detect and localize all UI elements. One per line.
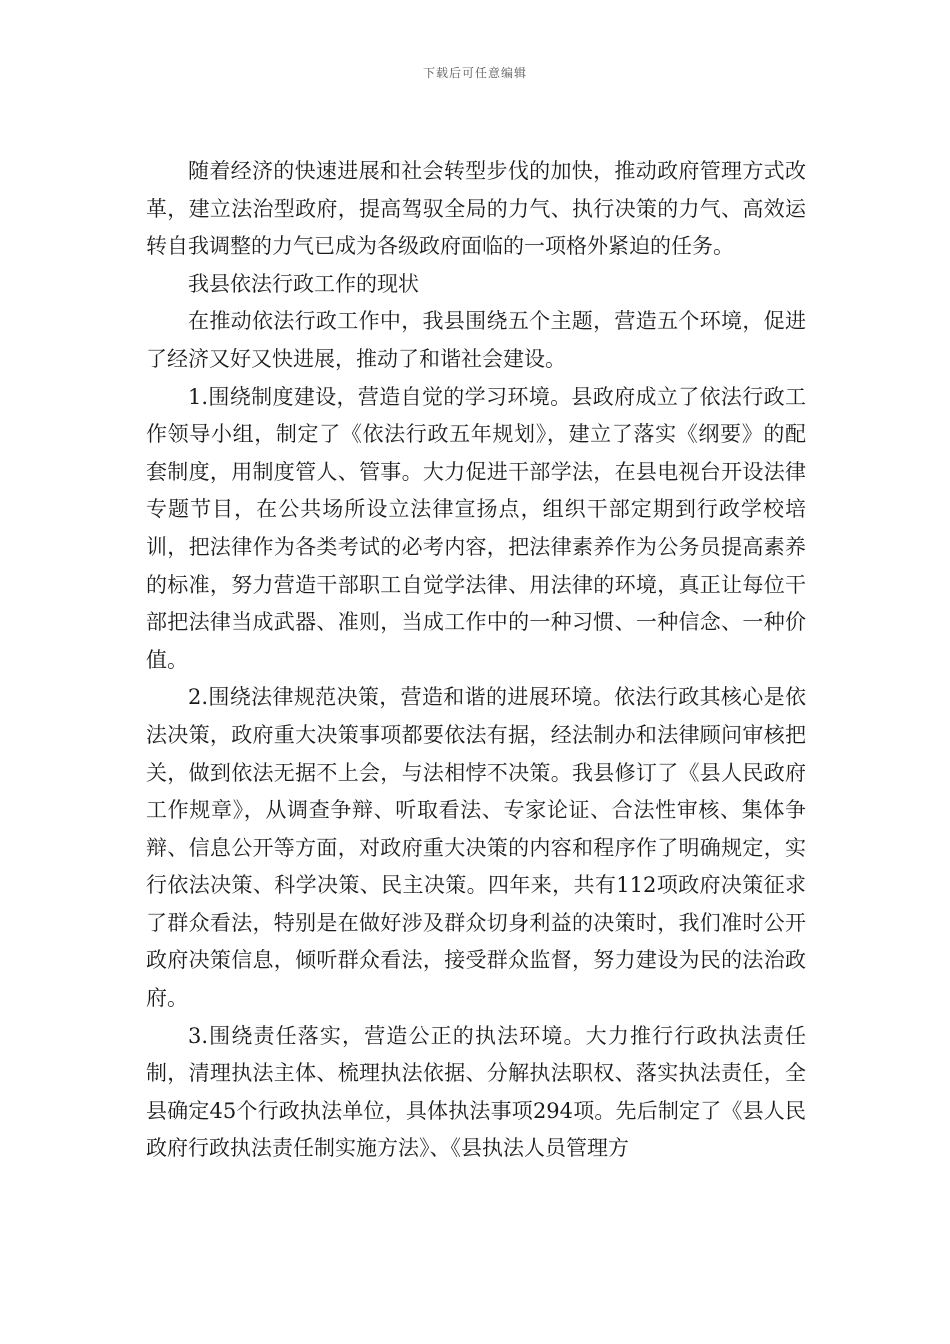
paragraph-overview: 在推动依法行政工作中，我县围绕五个主题，营造五个环境，促进了经济又好又快进展，推动了和谐社会建设。 xyxy=(146,309,806,371)
document-body xyxy=(146,153,806,1168)
page-header-note: 下载后可任意编辑 xyxy=(422,66,527,80)
paragraph-intro: 随着经济的快速进展和社会转型步伐的加快，推动政府管理方式改革，建立法治型政府，提高驾驭全局的力气、执行决策的力气、高效运转自我调整的力气已成为各级政府面临的一项格外紧迫的任务。 xyxy=(146,159,806,259)
section-heading: 我县依法行政工作的现状 xyxy=(188,271,419,296)
paragraph-item-2: 2.围绕法律规范决策，营造和谐的进展环境。依法行政其核心是依法决策，政府重大决策事项都要依法有据，经法制办和法律顾问审核把关，做到依法无据不上会，与法相悖不决策。我县修订了《县人民政府工作规章》，从调查争辩、听取看法、专家论证、合法性审核、集体争辩、信息公开等方面，对政府重大决策的内容和程序作了明确规定，实行依法决策、科学决策、民主决策。四年来，共有112项政府决策征求了群众看法，特别是在做好涉及群众切身利益的决策时，我们准时公开政府决策信息，倾听群众看法，接受群众监督，努力建设为民的法治政府。 xyxy=(146,685,806,1011)
paragraph-item-3: 3.围绕责任落实，营造公正的执法环境。大力推行行政执法责任制，清理执法主体、梳理执法依据、分解执法职权、落实执法责任，全县确定45个行政执法单位，具体执法事项294项。先后制定了《县人民政府行政执法责任制实施方法》、《县执法人员管理方 xyxy=(146,1023,806,1161)
paragraph-item-1: 1.围绕制度建设，营造自觉的学习环境。县政府成立了依法行政工作领导小组，制定了《依法行政五年规划》，建立了落实《纲要》的配套制度，用制度管人、管事。大力促进干部学法，在县电视台开设法律专题节目，在公共场所设立法律宣扬点，组织干部定期到行政学校培训，把法律作为各类考试的必考内容，把法律素养作为公务员提高素养的标准，努力营造干部职工自觉学法律、用法律的环境，真正让每位干部把法律当成武器、准则，当成工作中的一种习惯、一种信念、一种价值。 xyxy=(146,384,806,672)
